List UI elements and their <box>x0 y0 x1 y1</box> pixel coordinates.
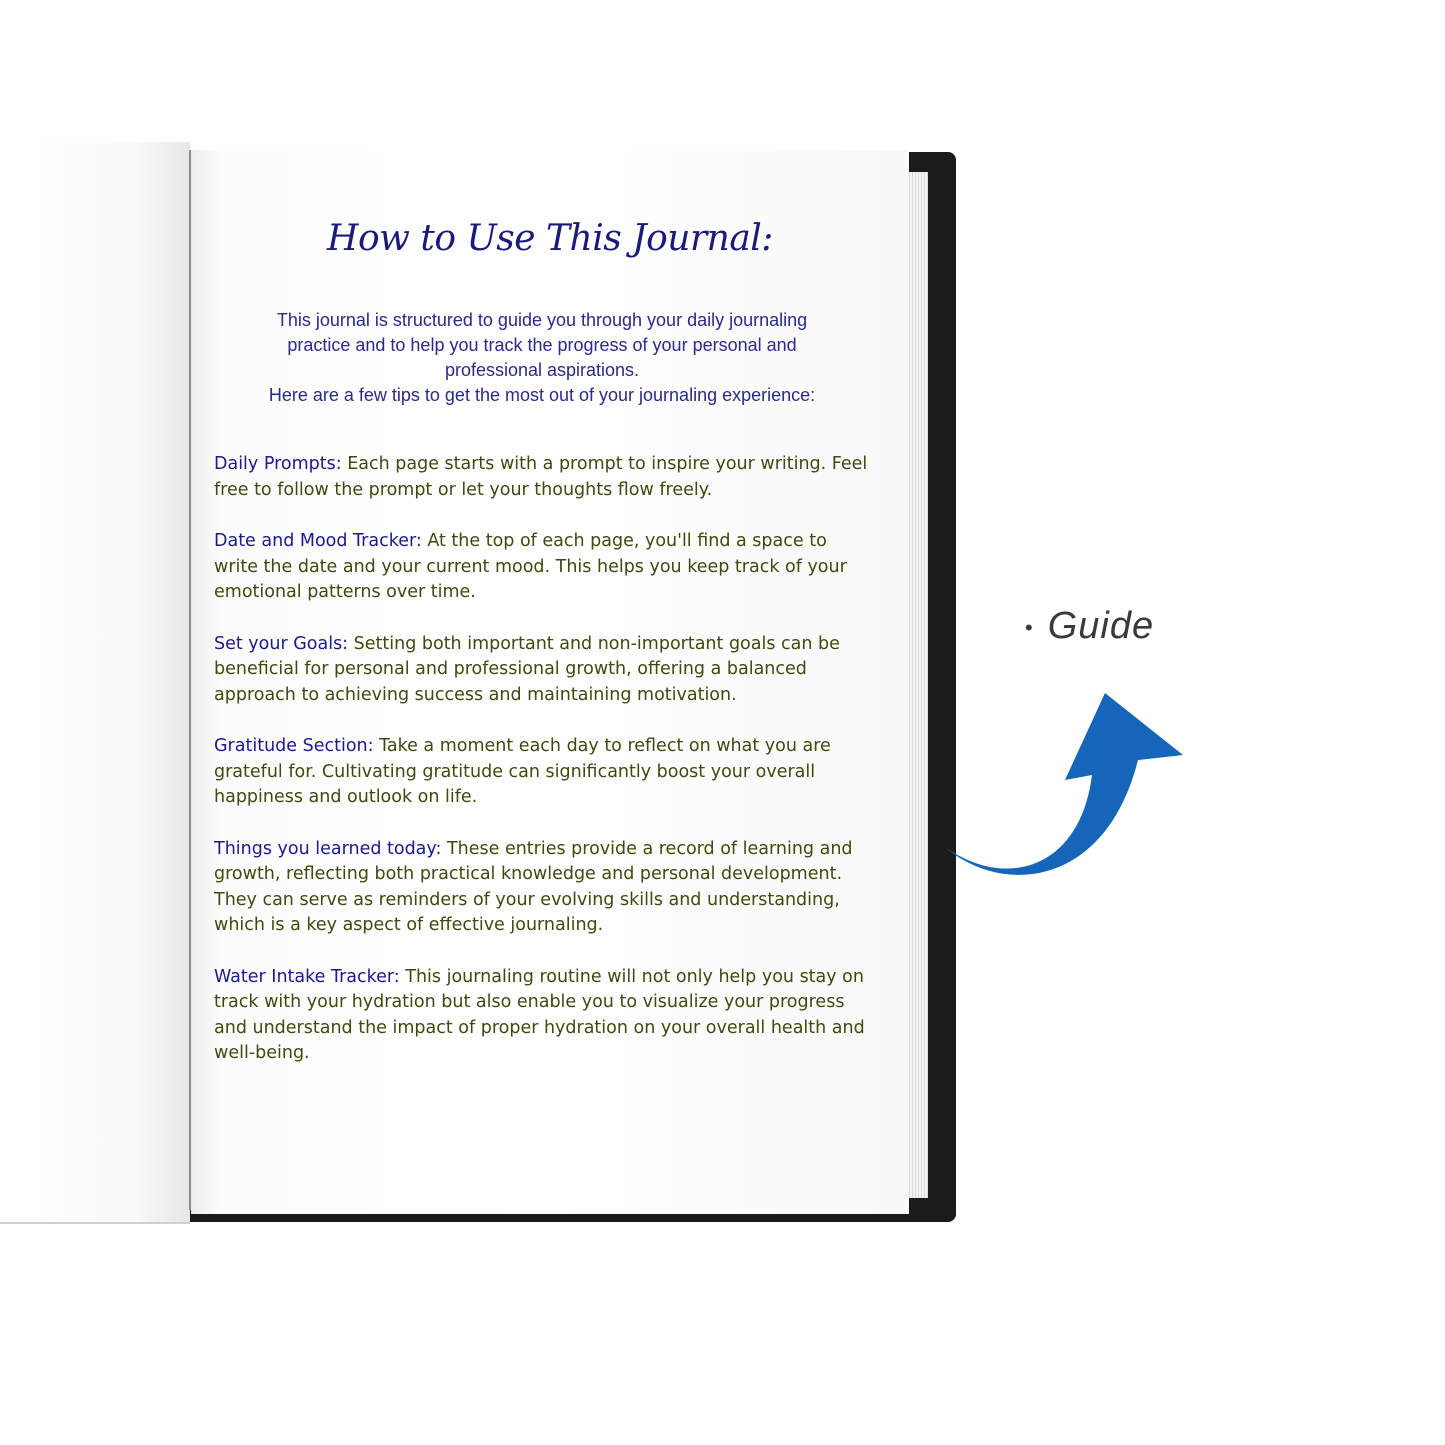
intro-line: Here are a few tips to get the most out of your journaling experience: <box>268 385 816 405</box>
tip-label: Things you learned today: <box>214 838 442 859</box>
arrow-shape <box>945 693 1183 875</box>
tip-text: These entries provide a record of learning and growth, reflecting both practical knowledge and personal development. They can serve as reminders of your evolving skills and understanding, which is a key aspect of effective journaling. <box>214 838 853 935</box>
bullet-icon: • <box>1025 614 1034 640</box>
tip-label: Gratitude Section: <box>214 736 374 756</box>
left-page <box>0 142 190 1224</box>
intro-line: professional aspirations. <box>444 360 640 380</box>
intro-line: This journal is structured to guide you through your daily journaling <box>276 310 808 330</box>
tip-set-goals <box>214 632 874 709</box>
guide-callout <box>1025 605 1154 648</box>
tip-text: Each page starts with a prompt to inspire your writing. Feel free to follow the prompt or let your thoughts flow freely. <box>214 454 868 500</box>
intro-line: practice and to help you track the progress of your personal and <box>287 335 797 355</box>
curved-arrow-icon <box>940 685 1190 895</box>
intro-text <box>212 308 872 408</box>
tip-water-intake <box>214 965 874 1067</box>
tip-label: Date and Mood Tracker: <box>214 531 422 551</box>
book-spine <box>189 150 191 1210</box>
guide-label: Guide <box>1047 605 1155 647</box>
tip-label: Daily Prompts: <box>214 454 342 474</box>
page-title: How to Use This Journal: <box>327 218 773 259</box>
tip-text: Take a moment each day to reflect on what you are grateful for. Cultivating gratitude can significantly boost your overall happiness and outlook on life. <box>214 736 831 807</box>
tip-text: At the top of each page, you'll find a space to write the date and your current mood. This helps you keep track of your emotional patterns over time. <box>214 531 847 602</box>
tip-text: Setting both important and non-important goals can be beneficial for personal and professional growth, offering a balanced approach to achieving success and maintaining motivation. <box>214 633 840 705</box>
tip-date-mood-tracker <box>214 529 874 606</box>
tip-label: Set your Goals: <box>214 633 349 654</box>
tip-label: Water Intake Tracker: <box>214 966 400 987</box>
tip-gratitude <box>214 734 874 811</box>
tip-things-learned <box>214 837 874 939</box>
tip-text: This journaling routine will not only help you stay on track with your hydration but also enable you to visualize your progress and understand the impact of proper hydration on your overall health and well-being. <box>214 966 865 1063</box>
tips-list <box>214 452 874 1093</box>
tip-daily-prompts <box>214 452 874 503</box>
